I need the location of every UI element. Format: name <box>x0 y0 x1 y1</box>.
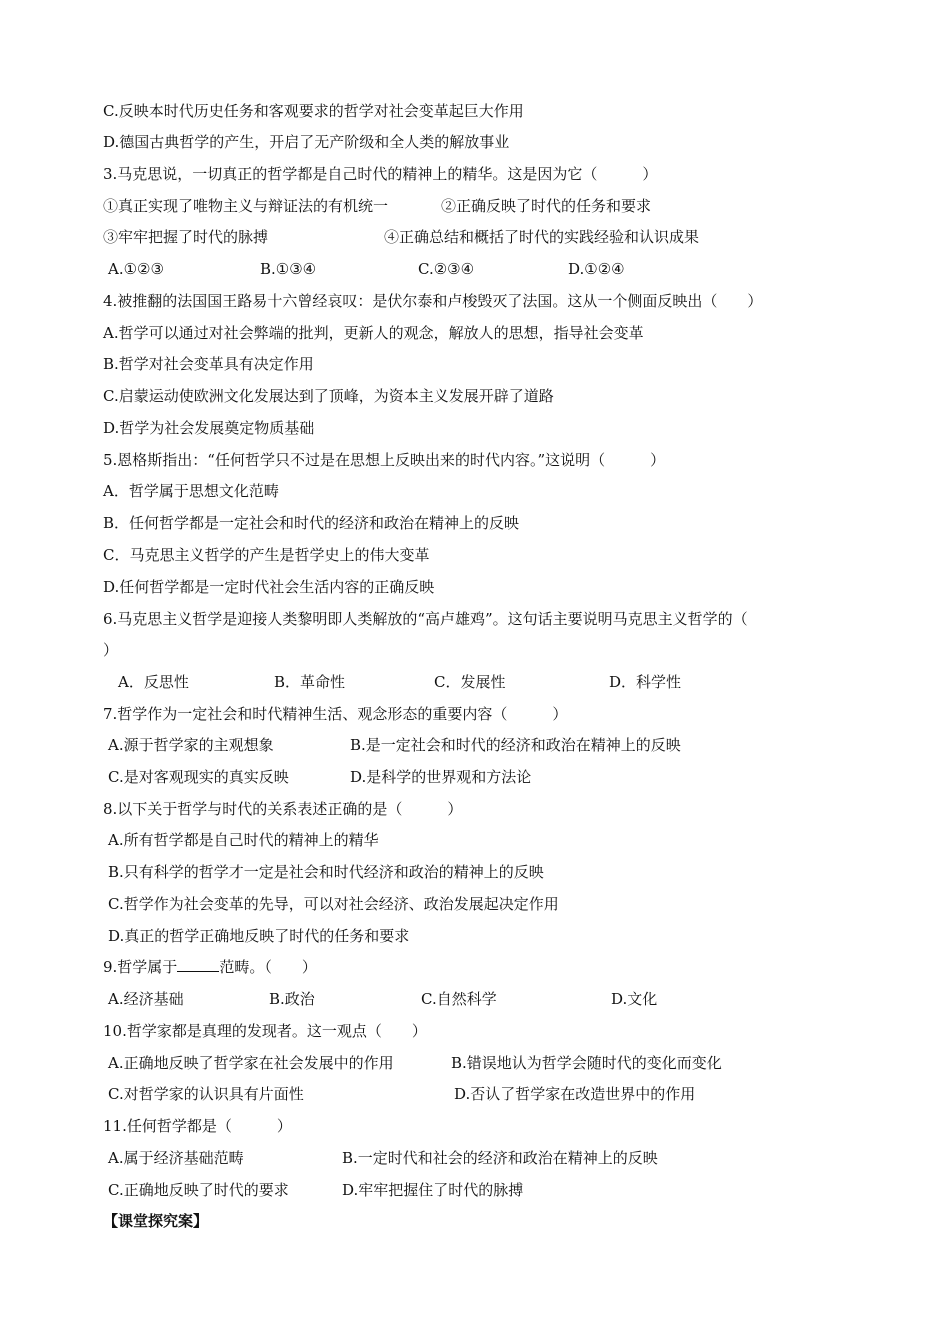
q9-stem <box>103 957 317 977</box>
q5-option-b: B．任何哲学都是一定社会和时代的经济和政治在精神上的反映 <box>103 514 520 532</box>
q9-stem-prefix: 9.哲学属于 <box>103 958 178 976</box>
q4-option-c: C.启蒙运动使欧洲文化发展达到了顶峰，为资本主义发展开辟了道路 <box>103 387 554 405</box>
q9-option-c: C.自然科学 <box>421 990 497 1008</box>
q9-option-b: B.政治 <box>269 990 315 1008</box>
section-heading-classroom-inquiry: 【课堂探究案】 <box>103 1212 209 1230</box>
q8-option-b: B.只有科学的哲学才一定是社会和时代经济和政治的精神上的反映 <box>108 863 544 881</box>
q11-option-a: A.属于经济基础范畴 <box>108 1149 244 1167</box>
q6-stem: 6.马克思主义哲学是迎接人类黎明即人类解放的“高卢雄鸡”。这句话主要说明马克思主义哲学的（ <box>103 610 748 628</box>
q4-option-d: D.哲学为社会发展奠定物质基础 <box>103 419 315 437</box>
q9-option-d: D.文化 <box>611 990 658 1008</box>
q5-stem: 5.恩格斯指出：“任何哲学只不过是在思想上反映出来的时代内容。”这说明（ ） <box>103 451 666 469</box>
q10-option-d: D.否认了哲学家在改造世界中的作用 <box>454 1085 696 1103</box>
q2-option-d: D.德国古典哲学的产生，开启了无产阶级和全人类的解放事业 <box>103 133 510 151</box>
q4-stem: 4.被推翻的法国国王路易十六曾经哀叹：是伏尔泰和卢梭毁灭了法国。这从一个侧面反映出（ ） <box>103 292 763 310</box>
q3-stem: 3.马克思说，一切真正的哲学都是自己时代的精神上的精华。这是因为它（ ） <box>103 165 658 183</box>
q3-option-b: B.①③④ <box>260 260 317 278</box>
q6-stem-end: ） <box>103 641 119 659</box>
q6-option-c: C．发展性 <box>434 673 506 691</box>
q9-option-a: A.经济基础 <box>108 990 184 1008</box>
q7-option-c: C.是对客观现实的真实反映 <box>108 768 289 786</box>
q9-stem-suffix: 范畴。（ ） <box>219 958 317 976</box>
q6-option-b: B．革命性 <box>274 673 346 691</box>
q11-option-d: D.牢牢把握住了时代的脉搏 <box>342 1181 524 1199</box>
q5-option-c: C．马克思主义哲学的产生是哲学史上的伟大变革 <box>103 546 430 564</box>
q5-option-d: D.任何哲学都是一定时代社会生活内容的正确反映 <box>103 578 435 596</box>
q11-option-b: B.一定时代和社会的经济和政治在精神上的反映 <box>342 1149 658 1167</box>
q4-option-b: B.哲学对社会变革具有决定作用 <box>103 355 314 373</box>
q6-option-a: A．反思性 <box>118 673 189 691</box>
q7-option-d: D.是科学的世界观和方法论 <box>350 768 532 786</box>
q2-option-c: C.反映本时代历史任务和客观要求的哲学对社会变革起巨大作用 <box>103 102 524 120</box>
q7-stem: 7.哲学作为一定社会和时代精神生活、观念形态的重要内容（ ） <box>103 705 568 723</box>
q4-option-a: A.哲学可以通过对社会弊端的批判，更新人的观念，解放人的思想，指导社会变革 <box>103 324 644 342</box>
q11-option-c: C.正确地反映了时代的要求 <box>108 1181 289 1199</box>
q8-option-c: C.哲学作为社会变革的先导，可以对社会经济、政治发展起决定作用 <box>108 895 559 913</box>
q3-statement-1: ①真正实现了唯物主义与辩证法的有机统一 <box>103 197 389 215</box>
q3-option-c: C.②③④ <box>418 260 475 278</box>
q7-option-b: B.是一定社会和时代的经济和政治在精神上的反映 <box>350 736 681 754</box>
q9-fill-blank <box>177 957 219 972</box>
q8-option-d: D.真正的哲学正确地反映了时代的任务和要求 <box>108 927 410 945</box>
q10-stem: 10.哲学家都是真理的发现者。这一观点（ ） <box>103 1022 427 1040</box>
q3-option-a: A.①②③ <box>108 260 164 278</box>
q8-option-a: A.所有哲学都是自己时代的精神上的精华 <box>108 831 379 849</box>
q3-statement-2: ②正确反映了时代的任务和要求 <box>441 197 652 215</box>
q3-statement-3: ③牢牢把握了时代的脉搏 <box>103 228 269 246</box>
q10-option-a: A.正确地反映了哲学家在社会发展中的作用 <box>108 1054 394 1072</box>
q8-stem: 8.以下关于哲学与时代的关系表述正确的是（ ） <box>103 800 463 818</box>
q10-option-c: C.对哲学家的认识具有片面性 <box>108 1085 304 1103</box>
q5-option-a: A．哲学属于思想文化范畴 <box>103 482 279 500</box>
q11-stem: 11.任何哲学都是（ ） <box>103 1117 292 1135</box>
q7-option-a: A.源于哲学家的主观想象 <box>108 736 274 754</box>
q6-option-d: D．科学性 <box>609 673 682 691</box>
q10-option-b: B.错误地认为哲学会随时代的变化而变化 <box>451 1054 722 1072</box>
q3-statement-4: ④正确总结和概括了时代的实践经验和认识成果 <box>384 228 700 246</box>
q3-option-d: D.①②④ <box>568 260 625 278</box>
